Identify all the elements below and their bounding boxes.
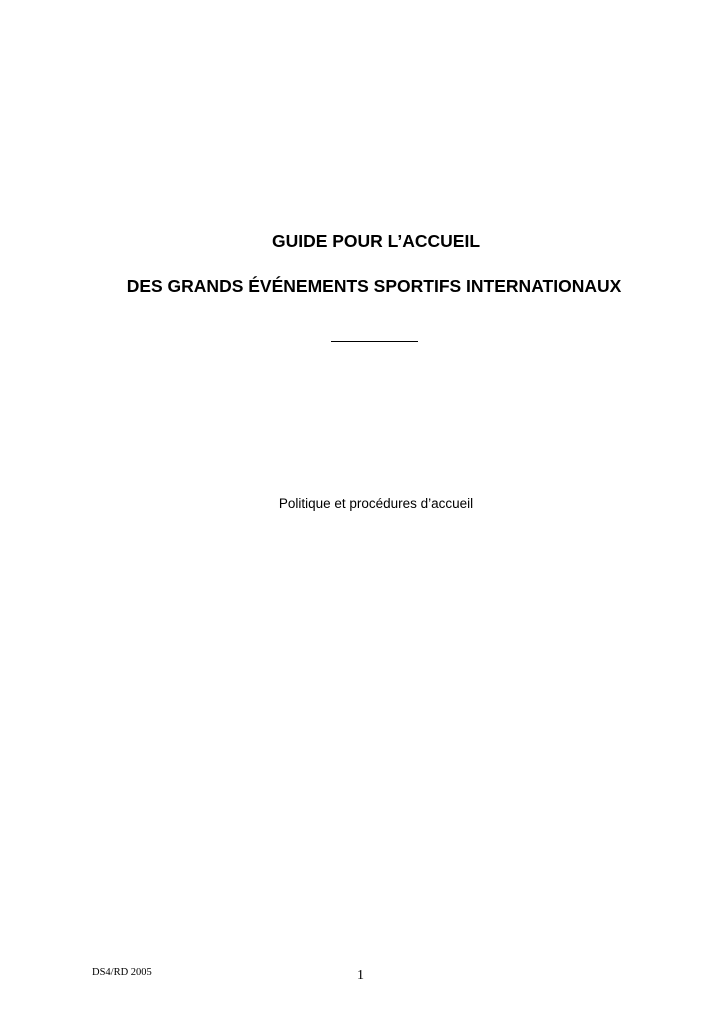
page-number: 1 (357, 968, 364, 983)
document-reference: DS4/RD 2005 (92, 967, 152, 978)
document-subtitle: Politique et procédures d’accueil (278, 496, 474, 511)
document-title-line-2: DES GRANDS ÉVÉNEMENTS SPORTIFS INTERNATIONAUX (126, 276, 622, 296)
title-separator-line (331, 341, 418, 342)
document-title-line-1: GUIDE POUR L’ACCUEIL (271, 231, 481, 251)
